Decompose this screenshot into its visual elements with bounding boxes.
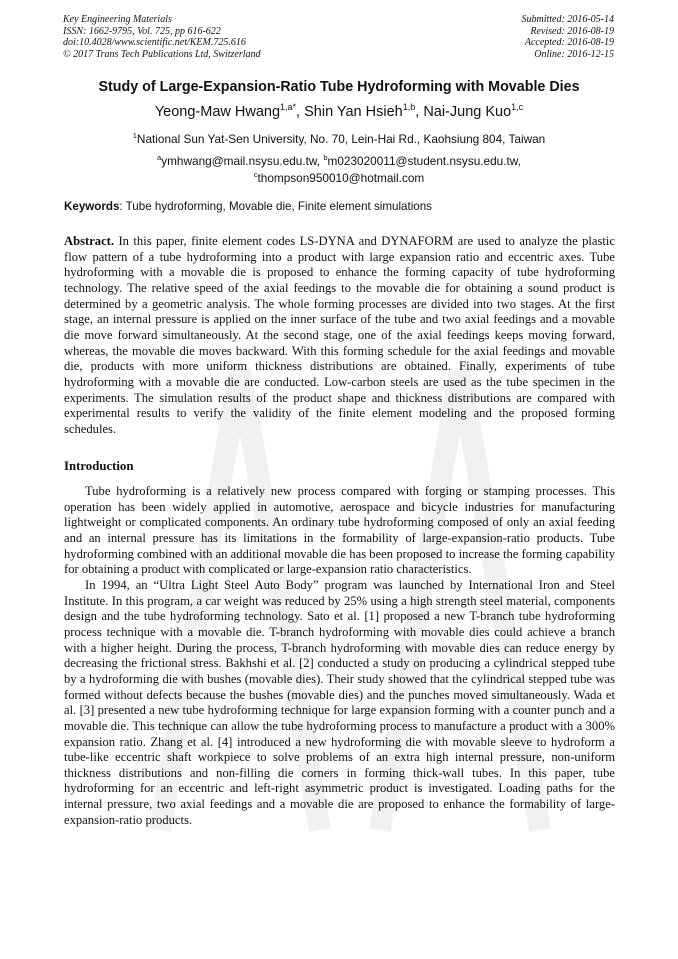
abstract-text: In this paper, finite element codes LS-DYNA and DYNAFORM are used to analyze the plastic flow pattern of a tube hydroforming into a product with large expansion ratio and eccentric axes. Tube hydroforming with a movable die is proposed to enhance the forming capacity of tube hydroforming technology. The relative speed of the axial feedings to the movable die for obtaining a sound product is determined by a geometric analysis. The whole forming processes are divided into two stages. At the first stage, an internal pressure is applied on the inner surface of the tube and two axial feedings and a movable die move forward simultaneously. At the second stage, one of the axial feedings keeps moving forward, whereas, the movable die moves backward. With this forming schedule for the axial feedings and movable die, products with more uniform thickness distributions are obtained. Finally, experiments of tube hydroforming with a movable die are conducted. Low-carbon steels are used as the tube specimen in the experiments. The simulation results of the product shape and thickness distributions are compared with experimental results to verify the validity of the finite element modeling and the proposed forming schedules. [64, 234, 615, 436]
keywords [64, 200, 624, 213]
section-heading-introduction: Introduction [64, 459, 134, 473]
keywords-text: : Tube hydroforming, Movable die, Finite element simulations [119, 200, 432, 213]
author-affiliation-mark: 1,b [402, 102, 416, 112]
journal-copyright: © 2017 Trans Tech Publications Ltd, Switzerland [63, 48, 261, 60]
paragraph: Tube hydroforming is a relatively new process compared with forging or stamping processes. This operation has been widely applied in automotive, aerospace and bicycle industries for manufacturing lightweight or complicated components. An ordinary tube hydroforming composed of only an axial feeding and an internal pressure has its limitations in the formability of large-expansion-ratio products. Tube hydroforming combined with an additional movable die has been proposed to increase the forming capability for obtaining a product with complicated or large-expansion ratio characteristics. [64, 484, 615, 577]
journal-issn: ISSN: 1662-9795, Vol. 725, pp 616-622 [63, 25, 221, 37]
journal-name: Key Engineering Materials [63, 14, 172, 25]
affiliation-mark: 1 [132, 131, 137, 140]
keywords-label: Keywords [64, 200, 120, 213]
affiliation [40, 131, 638, 146]
author-list: Yeong-Maw Hwang$^{1,a*}$, Shin Yan Hsieh$^{1,b}$, Nai-Jung Kuo$^{1,c}$ [154, 102, 524, 120]
email-mark: a [157, 153, 162, 162]
paper-title: Study of Large-Expansion-Ratio Tube Hydroforming with Movable Dies [98, 79, 580, 95]
author-name: Shin Yan Hsieh [304, 103, 403, 120]
author-affiliation-mark: 1,a* [280, 102, 297, 112]
abstract-label: Abstract. [64, 234, 115, 248]
author-name: Yeong-Maw Hwang [154, 103, 281, 120]
email-a: ymhwang@mail.nsysu.edu.tw, [161, 153, 321, 168]
abstract [64, 234, 615, 438]
paragraph: In 1994, an “Ultra Light Steel Auto Body” program was launched by International Iron and Steel Institute. In this program, a car weight was reduced by 25% using a high strength steel material, components design and the tube hydroforming technology. Sato et al. [1] proposed a new T-branch tube hydroforming process technique with a movable die. T-branch hydroforming with movable dies could achieve a branch with a higher height. During the process, T-branch hydroforming with movable dies can reduce energy by decreasing the frictional stress. Bakhshi et al. [2] conducted a study on producing a cylindrical stepped tube by a hydroforming die with bushes (movable dies). Their study showed that the cylindrical stepped tube was formed without defects because the bushes (movable dies) and the punches moved simultaneously. Wada et al. [3] presented a new tube hydroforming technique for large expansion forming with a counter punch and a movable die. This technique can allow the tube hydroforming process to manufacture a product with a 300% expansion ratio. Zhang et al. [4] introduced a new hydroforming die with movable sleeve to hydroform a tube-like eccentric shaft workpiece to solve problems of an extra high internal pressure, non-uniform thickness distributions and non-filling die corners in forming thick-wall tubes. In this paper, tube hydroforming for an eccentric and left-right asymmetric product is investigated. Loading paths for the internal pressure, two axial feedings and a movable die are proposed to enhance the formability of large-expansion-ratio products. [64, 577, 615, 827]
journal-header [63, 14, 261, 60]
introduction-body [64, 484, 615, 828]
email-mark: c [253, 169, 258, 179]
author-emails [40, 151, 638, 185]
journal-doi: doi:10.4028/www.scientific.net/KEM.725.616 [63, 37, 246, 48]
affiliation-text: National Sun Yat-Sen University, No. 70, Lein-Hai Rd., Kaohsiung 804, Taiwan [136, 131, 546, 146]
email-c: thompson950010@hotmail.com [257, 170, 425, 185]
email-b: m023020011@student.nsysu.edu.tw, [327, 153, 521, 168]
email-mark: b [323, 153, 328, 162]
revised-date: Revised: 2016-08-19 [530, 25, 614, 37]
author-affiliation-mark: 1,c [511, 102, 524, 112]
author-name: Nai-Jung Kuo [423, 103, 512, 120]
accepted-date: Accepted: 2016-08-19 [524, 37, 614, 48]
submitted-date: Submitted: 2016-05-14 [521, 14, 614, 25]
dates-header [522, 14, 615, 60]
online-date: Online: 2016-12-15 [534, 48, 614, 60]
